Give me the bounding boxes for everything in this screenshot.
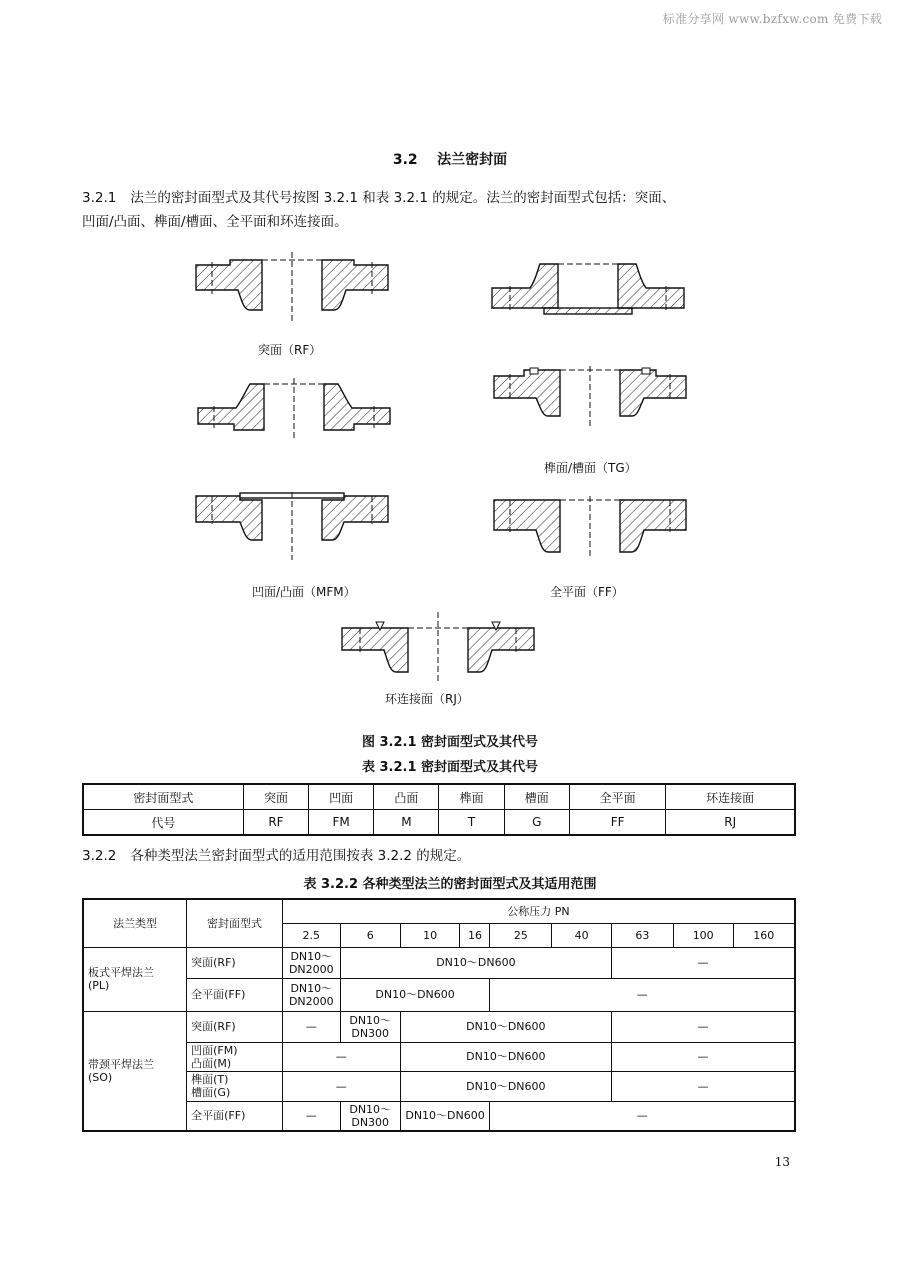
flange-ff-drawing [490, 496, 690, 558]
paragraph-3-2-1 [82, 186, 802, 234]
table1-caption: 表 3.2.1 密封面型式及其代号 [361, 760, 539, 775]
flange-fm-drawing [194, 378, 394, 440]
range-cell: — [612, 1042, 796, 1071]
range-cell: — [490, 978, 795, 1011]
face-cell: 突面(RF) [187, 947, 283, 978]
table-row [83, 810, 795, 836]
table1-header-cell: 全平面 [569, 784, 665, 810]
flange-tg-top-drawing [488, 262, 688, 320]
table1-header-cell: 密封面型式 [83, 784, 243, 810]
table-row [83, 1042, 795, 1071]
range-cell: DN10～DN600 [400, 1071, 611, 1101]
range-cell: DN10～DN600 [400, 1101, 490, 1131]
label-rf: 突面（RF） [258, 343, 322, 357]
head-nominal-pressure: 公称压力 PN [282, 899, 795, 923]
pn-cell: 100 [673, 923, 733, 947]
table1-header-cell: 槽面 [504, 784, 569, 810]
table1-cell: FF [569, 810, 665, 836]
table-row [83, 899, 795, 923]
table-sealing-face-ranges [82, 898, 796, 1132]
table1-cell: FM [309, 810, 374, 836]
flange-tg-bottom-drawing [490, 366, 690, 426]
face-cell: 突面(RF) [187, 1011, 283, 1042]
face-cell: 全平面(FF) [187, 1101, 283, 1131]
table-sealing-face-codes [82, 783, 796, 836]
page-number: 13 [774, 1155, 790, 1169]
face-cell: 全平面(FF) [187, 978, 283, 1011]
label-tg: 榫面/槽面（TG） [544, 461, 637, 475]
range-cell: DN10～ DN300 [340, 1011, 400, 1042]
table1-cell: RF [243, 810, 308, 836]
flange-rf-drawing [192, 252, 392, 322]
range-cell: DN10～DN600 [340, 947, 611, 978]
paragraph-number: 3.2.2 [82, 848, 117, 864]
range-cell: DN10～DN600 [400, 1011, 611, 1042]
table-row [83, 784, 795, 810]
face-cell: 榫面(T) 槽面(G) [187, 1071, 283, 1101]
table1-cell: RJ [666, 810, 795, 836]
label-mfm: 凹面/凸面（MFM） [252, 585, 356, 599]
pn-cell: 10 [400, 923, 460, 947]
head-flange-type: 法兰类型 [83, 899, 187, 947]
table1-header-cell: 凸面 [374, 784, 439, 810]
flange-rj-drawing [338, 612, 538, 682]
range-cell: DN10～DN600 [400, 1042, 611, 1071]
table1-header-cell: 突面 [243, 784, 308, 810]
paragraph-3-2-2 [82, 844, 802, 868]
label-ff: 全平面（FF） [550, 585, 624, 599]
table-row [83, 1071, 795, 1101]
table1-header-cell: 凹面 [309, 784, 374, 810]
range-cell: DN10～ DN2000 [282, 978, 340, 1011]
type-pl: 板式平焊法兰 (PL) [83, 947, 187, 1011]
range-cell: — [282, 1101, 340, 1131]
range-cell: DN10～ DN2000 [282, 947, 340, 978]
range-cell: DN10～DN600 [340, 978, 490, 1011]
pn-cell: 160 [733, 923, 795, 947]
table1-cell: M [374, 810, 439, 836]
pn-cell: 25 [490, 923, 552, 947]
section-number: 3.2 [392, 152, 418, 168]
pn-cell: 63 [612, 923, 674, 947]
range-cell: — [612, 947, 796, 978]
table1-cell: 代号 [83, 810, 243, 836]
label-rj: 环连接面（RJ） [385, 692, 469, 706]
section-heading [0, 149, 900, 169]
pn-cell: 2.5 [282, 923, 340, 947]
table-row [83, 1101, 795, 1131]
table1-cell: T [439, 810, 504, 836]
watermark: 标准分享网 www.bzfxw.com 免费下载 [662, 12, 882, 26]
pn-cell: 6 [340, 923, 400, 947]
paragraph-line-1: 法兰的密封面型式及其代号按图 3.2.1 和表 3.2.1 的规定。法兰的密封面型式包括：突面、 [130, 190, 676, 206]
table-row [83, 1011, 795, 1042]
paragraph-number: 3.2.1 [82, 190, 117, 206]
table1-header-cell: 环连接面 [666, 784, 795, 810]
table-row [83, 978, 795, 1011]
range-cell: — [490, 1101, 795, 1131]
range-cell: — [612, 1011, 796, 1042]
range-cell: — [282, 1011, 340, 1042]
range-cell: — [282, 1071, 400, 1101]
figure-caption: 图 3.2.1 密封面型式及其代号 [361, 735, 539, 750]
head-sealing-face: 密封面型式 [187, 899, 283, 947]
paragraph-line-2: 凹面/凸面、榫面/槽面、全平面和环连接面。 [82, 214, 348, 230]
range-cell: — [282, 1042, 400, 1071]
table-row [83, 947, 795, 978]
range-cell: — [612, 1071, 796, 1101]
paragraph-text: 各种类型法兰密封面型式的适用范围按表 3.2.2 的规定。 [130, 848, 471, 864]
table1-header-cell: 榫面 [439, 784, 504, 810]
table2-caption: 表 3.2.2 各种类型法兰的密封面型式及其适用范围 [303, 877, 597, 892]
section-title: 法兰密封面 [437, 152, 508, 168]
range-cell: DN10～ DN300 [340, 1101, 400, 1131]
pn-cell: 16 [460, 923, 490, 947]
flange-mfm-drawing [192, 492, 392, 560]
type-so: 带颈平焊法兰 (SO) [83, 1011, 187, 1131]
pn-cell: 40 [552, 923, 612, 947]
face-cell: 凹面(FM) 凸面(M) [187, 1042, 283, 1071]
table1-cell: G [504, 810, 569, 836]
